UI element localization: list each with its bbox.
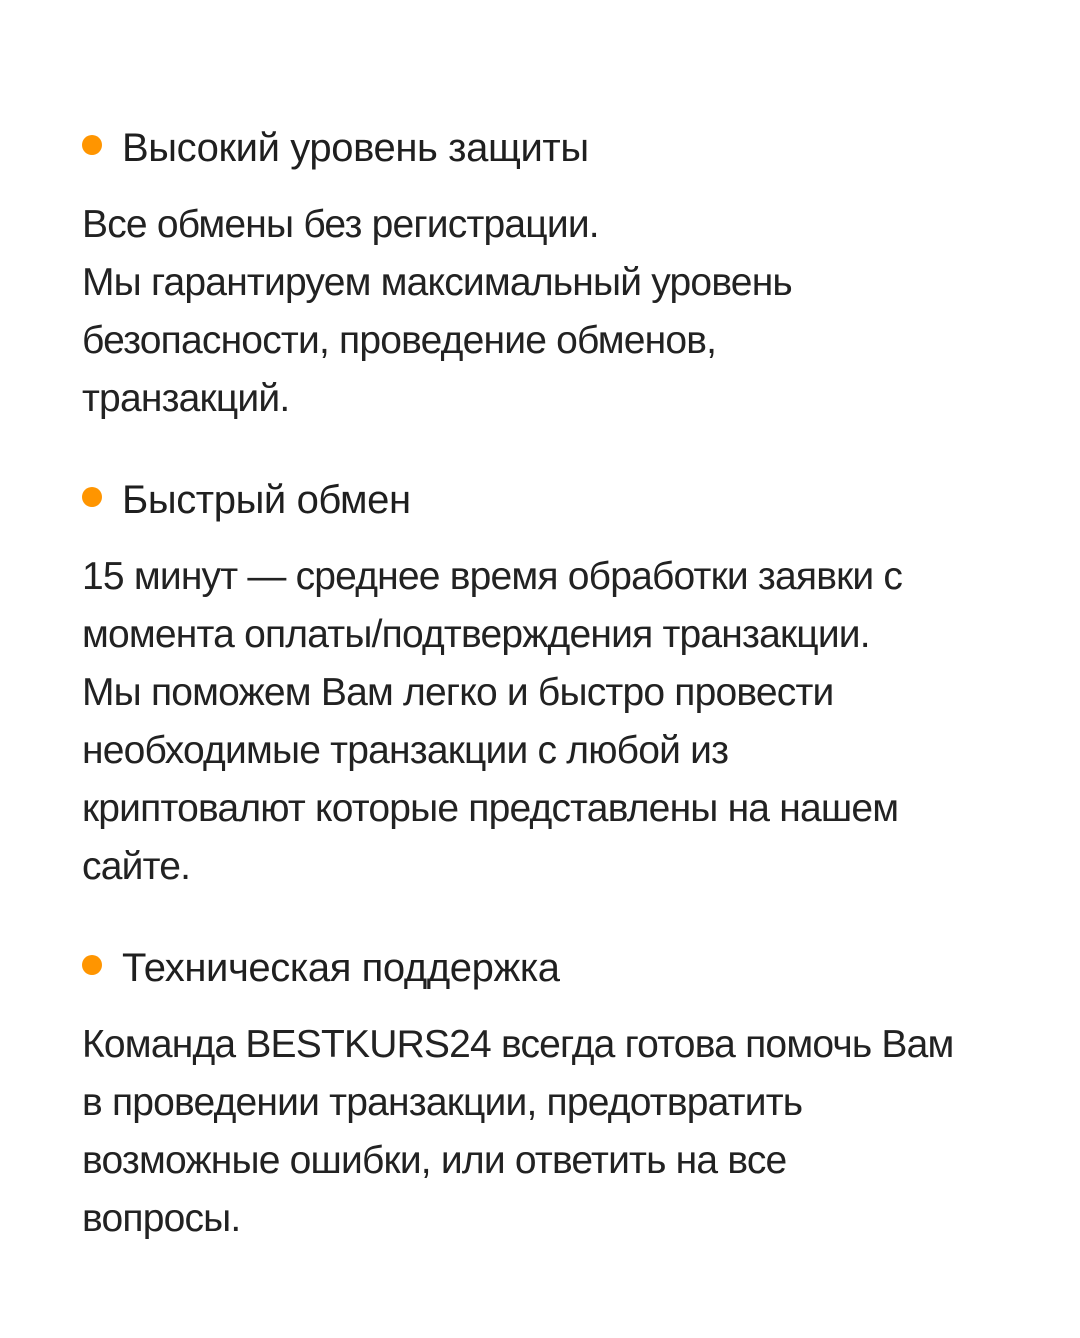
description-line: Мы гарантируем максимальный уровень <box>82 261 792 304</box>
feature-title: Высокий уровень защиты <box>122 126 589 170</box>
description-line: момента оплаты/подтверждения транзакции. <box>82 613 870 656</box>
description-line: сайте. <box>82 845 191 888</box>
feature-tech-support <box>82 938 1042 1248</box>
feature-fast-exchange <box>82 470 1042 896</box>
description-line: вопросы. <box>82 1197 241 1240</box>
bullet-dot-icon <box>82 487 102 507</box>
description-line: транзакций. <box>82 377 290 420</box>
bullet-dot-icon <box>82 955 102 975</box>
bullet-dot-icon <box>82 135 102 155</box>
description-line: 15 минут — среднее время обработки заявки с <box>82 555 903 598</box>
feature-description <box>82 1016 1042 1248</box>
feature-header <box>82 470 1042 530</box>
description-line: Мы поможем Вам легко и быстро провести <box>82 671 834 714</box>
feature-header <box>82 118 1042 178</box>
description-line: Команда BESTKURS24 всегда готова помочь Вам <box>82 1023 954 1066</box>
feature-header <box>82 938 1042 998</box>
description-line: безопасности, проведение обменов, <box>82 319 717 362</box>
description-line: криптовалют которые представлены на нашем <box>82 787 899 830</box>
feature-title: Быстрый обмен <box>122 478 411 522</box>
description-line: Все обмены без регистрации. <box>82 203 599 246</box>
feature-title: Техническая поддержка <box>122 946 560 990</box>
features-list <box>82 118 1042 1248</box>
description-line: возможные ошибки, или ответить на все <box>82 1139 787 1182</box>
description-line: необходимые транзакции с любой из <box>82 729 729 772</box>
feature-security <box>82 118 1042 428</box>
feature-description <box>82 548 1042 896</box>
feature-description <box>82 196 1042 428</box>
description-line: в проведении транзакции, предотвратить <box>82 1081 803 1124</box>
